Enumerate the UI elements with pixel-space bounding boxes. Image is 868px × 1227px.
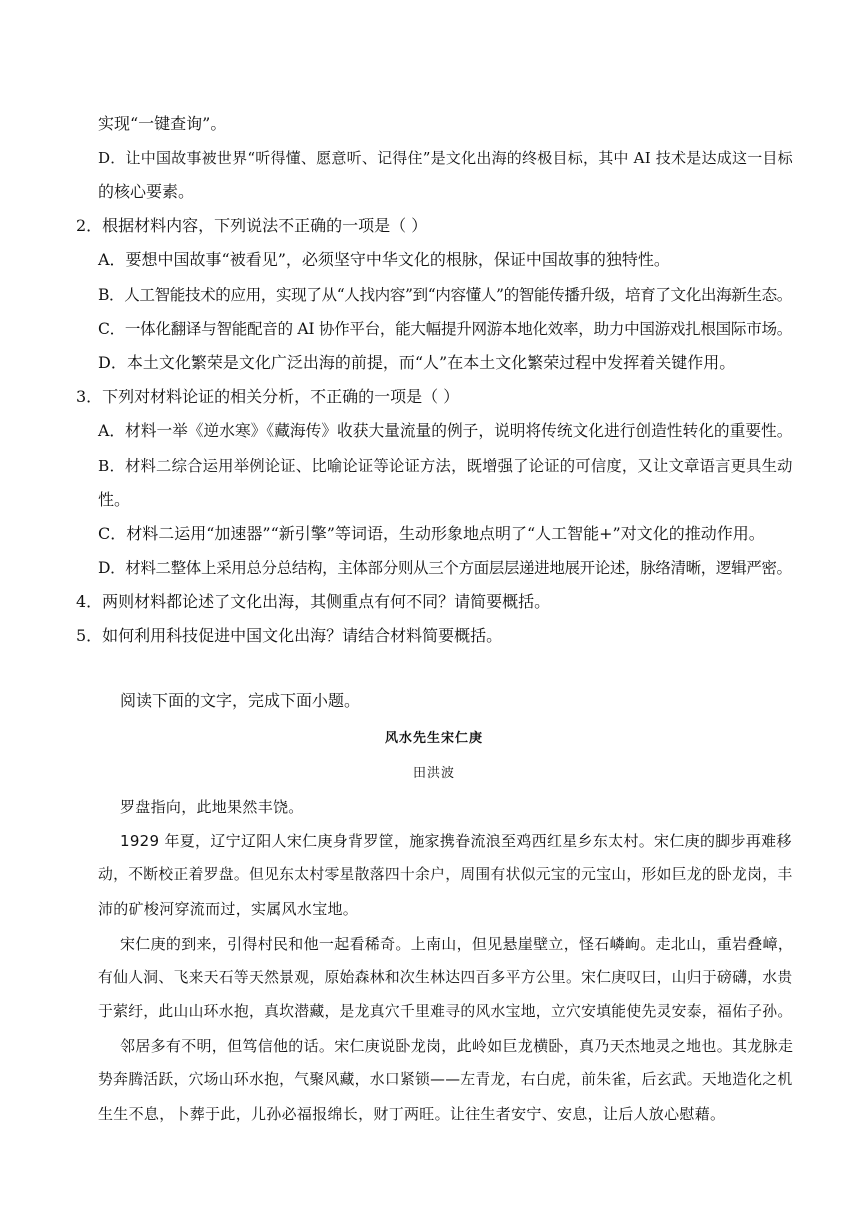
q4-stem: 4．两则材料都论述了文化出海，其侧重点有何不同？请简要概括。	[76, 592, 551, 611]
passage-paragraph-2-line3: 沛的矿梭河穿流而过，实属风水宝地。	[98, 900, 359, 918]
q2-option-d: D．本土文化繁荣是文化广泛出海的前提，而“人”在本土文化繁荣过程中发挥着关键作用。	[98, 353, 736, 372]
q3-option-a: A．材料一举《逆水寒》《藏海传》收获大量流量的例子，说明将传统文化进行创造性转化的重要性。	[98, 421, 793, 440]
q1-option-d-line1: D．让中国故事被世界“听得懂、愿意听、记得住”是文化出海的终极目标，其中 AI 技术是达成这一目标	[98, 149, 793, 167]
q2-option-b: B．人工智能技术的应用，实现了从“人找内容”到“内容懂人”的智能传播升级，培育了文化出海新生态。	[98, 286, 792, 304]
q3-option-c: C．材料二运用“加速器”“新引擎”等词语，生动形象地点明了“人工智能+”对文化的推动作用。	[98, 524, 765, 543]
passage-paragraph-4-line3: 生生不息，卜葬于此，儿孙必福报绵长，财丁两旺。让往生者安宁、安息，让后人放心慰藉。	[98, 1105, 726, 1123]
passage-paragraph-2-line1: 1929 年夏，辽宁辽阳人宋仁庚身背罗筐，施家携眷流浪至鸡西红星乡东太村。宋仁庚的脚步再难移	[120, 832, 792, 850]
q3-stem: 3．下列对材料论证的相关分析，不正确的一项是（ ）	[76, 387, 460, 406]
passage-paragraph-2-line2: 动，不断校正着罗盘。但见东太村零星散落四十余户，周围有状似元宝的元宝山，形如巨龙的卧龙岗，丰	[98, 866, 793, 883]
q3-option-d: D．材料二整体上采用总分总结构，主体部分则从三个方面层层递进地展开论述，脉络清晰，逻辑严密。	[98, 559, 792, 577]
passage-title: 风水先生宋仁庚	[384, 731, 483, 746]
q2-option-a: A．要想中国故事“被看见”，必须坚守中华文化的根脉，保证中国故事的独特性。	[98, 250, 670, 269]
reading-instruction: 阅读下面的文字，完成下面小题。	[120, 691, 361, 710]
q2-option-c: C．一体化翻译与智能配音的 AI 协作平台，能大幅提升网游本地化效率，助力中国游戏扎根国际市场。	[98, 320, 792, 338]
q3-option-b-line1: B．材料二综合运用举例论证、比喻论证等论证方法，既增强了论证的可信度，又让文章语言更具生动	[98, 457, 793, 475]
passage-paragraph-3-line1: 宋仁庚的到来，引得村民和他一起看稀奇。上南山，但见悬崖壁立，怪石嶙峋。走北山，重岩叠嶂，	[120, 935, 794, 953]
passage-paragraph-3-line2: 有仙人洞、飞来天石等天然景观，原始森林和次生林达四百多平方公里。宋仁庚叹曰，山归于磅礴，水贵	[98, 969, 793, 986]
q2-stem: 2．根据材料内容，下列说法不正确的一项是（ ）	[76, 216, 428, 235]
passage-author: 田洪波	[412, 766, 455, 781]
q3-option-b-line2: 性。	[98, 490, 131, 509]
passage-paragraph-1: 罗盘指向，此地果然丰饶。	[120, 798, 304, 816]
passage-paragraph-4-line1: 邻居多有不明，但笃信他的话。宋仁庚说卧龙岗，此岭如巨龙横卧，真乃天杰地灵之地也。其龙脉走	[120, 1037, 794, 1055]
q1-option-c-continuation: 实现“一键查询”。	[98, 114, 227, 133]
q5-stem: 5．如何利用科技促进中国文化出海？请结合材料简要概括。	[76, 626, 503, 645]
passage-paragraph-4-line2: 势奔腾活跃，穴场山环水抱，气聚风藏，水口紧锁——左青龙，右白虎，前朱雀，后玄武。天地造化之机	[98, 1071, 793, 1088]
q1-option-d-line2: 的核心要素。	[98, 182, 195, 201]
passage-paragraph-3-line3: 于萦纡，此山山环水抱，真坎潜藏，是龙真穴千里难寻的风水宝地，立穴安填能使先灵安泰，福佑子孙。	[98, 1003, 793, 1020]
